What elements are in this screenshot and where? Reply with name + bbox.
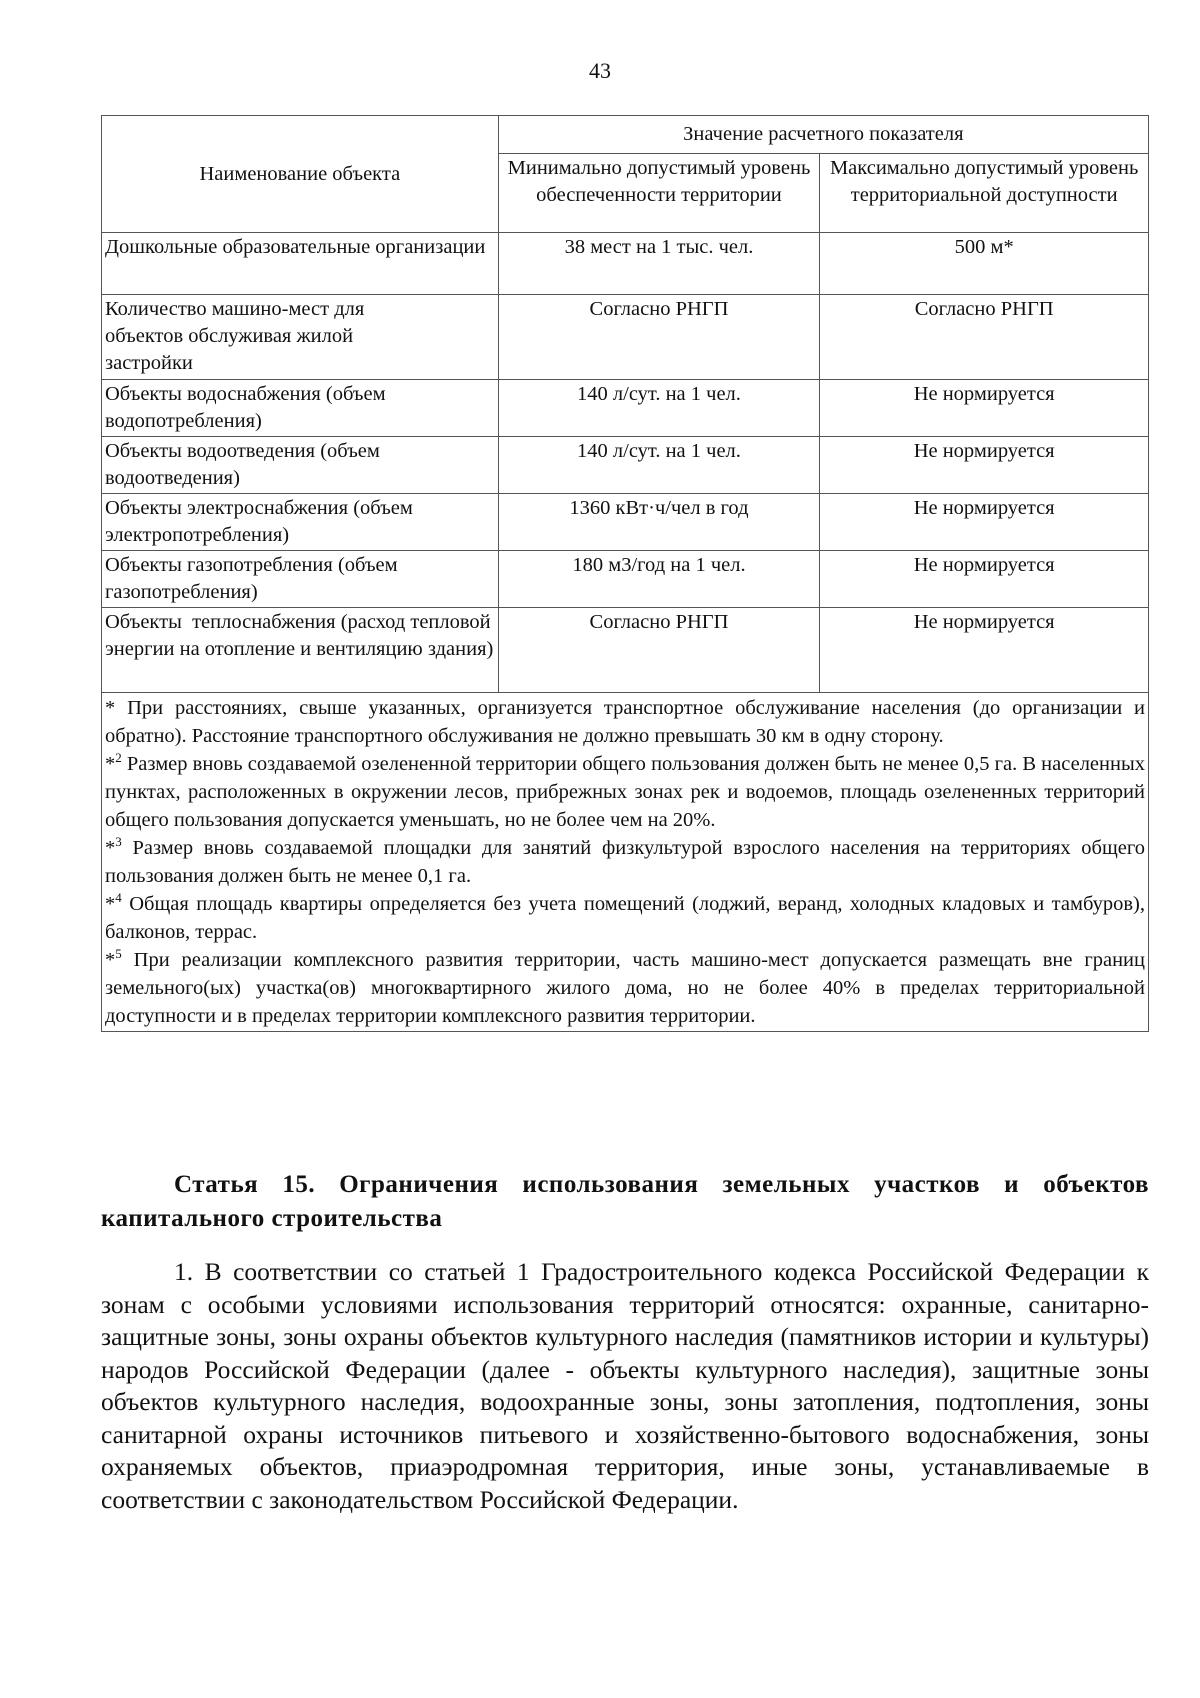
row-name: Дошкольные образовательные организации [102, 233, 499, 295]
note-mark: * [105, 949, 116, 971]
note-item [105, 890, 1145, 946]
notes-row [102, 693, 1149, 1032]
note-item [105, 750, 1145, 834]
table-row [102, 494, 1149, 551]
note-text: Размер вновь создаваемой площадки для занятий физкультурой взрослого населения на территориях общего пользования должен быть не менее 0,1 га. [105, 837, 1146, 887]
norms-table [101, 115, 1149, 1032]
page-number: 43 [589, 58, 611, 83]
row-max: Не нормируется [820, 437, 1149, 494]
header-max-level: Максимально допустимый уровень территориальной доступности [820, 154, 1149, 233]
row-max: Не нормируется [820, 608, 1149, 693]
row-min: 1360 кВт·ч/чел в год [498, 494, 820, 551]
row-max: Не нормируется [820, 494, 1149, 551]
note-text: Общая площадь квартиры определяется без учета помещений (лоджий, веранд, холодных кладовых и тамбуров), балконов, террас. [105, 893, 1145, 943]
article-paragraph: 1. В соответствии со статьей 1 Градостроительного кодекса Российской Федерации к зонам с особыми условиями использования территорий относятся: охранные, санитарно-защитные зоны, зоны охраны объектов культурного наследия (памятников истории и культуры) народов Российской Федерации (далее - объекты культурного наследия), защитные зоны объектов культурного наследия, водоохранные зоны, зоны затопления, подтопления, зоны санитарной охраны источников питьевого и хозяйственно-бытового водоснабжения, зоны охраняемых объектов, приаэродромная территория, иные зоны, устанавливаемые в соответствии с законодательством Российской Федерации. [101, 1257, 1149, 1514]
table-row [102, 551, 1149, 608]
row-min: 38 мест на 1 тыс. чел. [498, 233, 820, 295]
note-text: Размер вновь создаваемой озелененной территории общего пользования должен быть не менее 0,5 га. В населенных пунктах, расположенных в окружении лесов, прибрежных зонах рек и водоемов, площадь озелененных территорий общего пользования допускается уменьшать, но не более чем на 20%. [105, 753, 1145, 831]
article-title: Статья 15. Ограничения использования земельных участков и объектов капитального строительства [101, 1171, 1149, 1232]
row-min: Согласно РНГП [498, 295, 820, 380]
note-text: При реализации комплексного развития территории, часть машино-мест допускается размещать вне границ земельного(ых) участка(ов) многоквартирного жилого дома, но не более 40% в пределах территориальной доступности и в пределах территории комплексного развития территории. [105, 949, 1145, 1027]
table-row [102, 295, 1149, 380]
table-row [102, 380, 1149, 437]
table-row [102, 233, 1149, 295]
header-object-name: Наименование объекта [102, 116, 499, 233]
row-name: Объекты теплоснабжения (расход тепловой энергии на отопление и вентиляцию здания) [102, 608, 499, 693]
note-mark: * [105, 893, 116, 915]
note-sup: 5 [115, 946, 122, 961]
note-item [105, 946, 1145, 1030]
row-name: Объекты газопотребления (объем газопотребления) [102, 551, 499, 608]
table-notes [102, 693, 1149, 1032]
note-sup: 2 [115, 750, 122, 765]
table-row [102, 608, 1149, 693]
note-mark: * [105, 753, 116, 775]
note-sup: 4 [115, 890, 122, 905]
row-max: Не нормируется [820, 380, 1149, 437]
table-row [102, 437, 1149, 494]
row-name: Объекты электроснабжения (объем электропотребления) [102, 494, 499, 551]
row-min: 180 м3/год на 1 чел. [498, 551, 820, 608]
table-header-row [102, 116, 1149, 154]
note-sup: 3 [115, 834, 122, 849]
note-text: При расстояниях, свыше указанных, организуется транспортное обслуживание населения (до организации и обратно). Расстояние транспортного обслуживания не должно превышать 30 км в одну сторону. [105, 697, 1146, 747]
row-max: 500 м* [820, 233, 1149, 295]
note-item [105, 834, 1145, 890]
note-mark: * [105, 697, 116, 719]
row-max: Согласно РНГП [820, 295, 1149, 380]
row-min: Согласно РНГП [498, 608, 820, 693]
note-item [105, 694, 1145, 750]
row-name: Объекты водоснабжения (объем водопотребления) [102, 380, 499, 437]
note-mark: * [105, 837, 116, 859]
row-name: Объекты водоотведения (объем водоотведения) [102, 437, 499, 494]
row-min: 140 л/сут. на 1 чел. [498, 437, 820, 494]
header-min-level: Минимально допустимый уровень обеспеченности территории [498, 154, 820, 233]
header-indicator-value: Значение расчетного показателя [498, 116, 1148, 154]
row-max: Не нормируется [820, 551, 1149, 608]
row-name: Количество машино-мест для объектов обслуживая жилой застройки [102, 295, 499, 380]
row-min: 140 л/сут. на 1 чел. [498, 380, 820, 437]
